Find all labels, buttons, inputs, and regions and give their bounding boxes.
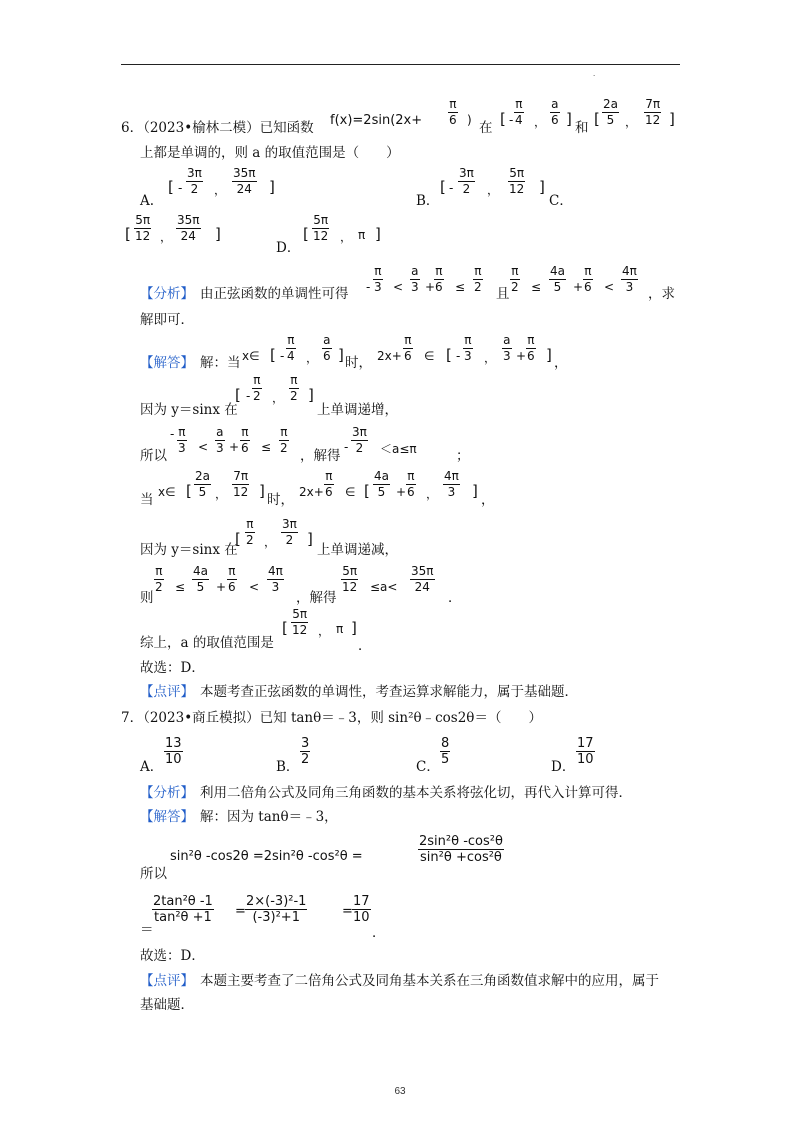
comma: ， — [272, 391, 285, 405]
in-sym: ∈ — [424, 349, 435, 363]
q6-ans-frac6: π 6 — [527, 333, 535, 363]
minus: - — [366, 280, 371, 294]
numerator: 2tan²θ -1 — [153, 894, 213, 909]
numerator: 8 — [441, 736, 450, 751]
q7-optD-frac — [576, 737, 595, 766]
plus: + — [229, 440, 240, 454]
q7-comment-tag: 【点评】 — [140, 973, 194, 989]
q6-comment-tag: 【点评】 — [140, 684, 194, 700]
minus: - — [344, 440, 349, 454]
numerator: 2×(-3)²-1 — [246, 894, 307, 909]
q6-analysis-tag: 【分析】 — [140, 286, 194, 302]
q6-inc-frac1: π 2 — [253, 373, 261, 403]
header-dot: . — [593, 70, 596, 78]
minus: - — [280, 349, 285, 363]
q6-zs-frac: 5π 12 — [292, 607, 308, 637]
bracket: ] — [539, 178, 545, 196]
q6-z-frac6: 35π 24 — [411, 564, 434, 594]
q7-option-d: D． — [551, 759, 576, 775]
denominator: sin²θ +cos²θ — [420, 850, 502, 865]
q6-answer-tag: 【解答】 — [140, 355, 194, 371]
comma: ， — [484, 351, 497, 365]
denominator: 10 — [353, 910, 370, 925]
q7-suoyi: 所以 — [140, 866, 167, 882]
q6-an-frac7: π 6 — [584, 264, 592, 294]
denominator: 5 — [606, 113, 615, 127]
q6-ans-frac4: π 3 — [464, 333, 472, 363]
q6-optC-frac2 — [176, 214, 201, 243]
q6-option-c: C． — [549, 193, 573, 209]
bracket: [ — [282, 619, 288, 637]
plus: + — [396, 485, 407, 499]
q7-option-c: C． — [416, 759, 440, 775]
period: ． — [358, 638, 372, 654]
le-a: ≤a< — [370, 580, 398, 594]
denominator: (-3)²+1 — [252, 910, 300, 925]
q7-header: 7．（2023•商丘模拟）已知 tanθ＝﹣3，则 sin²θ﹣cos2θ＝（ ） — [121, 710, 542, 726]
plus: + — [216, 580, 227, 594]
bracket: ] — [351, 619, 357, 637]
denominator: 2 — [462, 182, 471, 196]
q7-eq2-frac3 — [352, 895, 371, 924]
lt: < — [393, 280, 404, 294]
comma: ， — [306, 351, 319, 365]
bracket: [ — [235, 386, 241, 404]
numerator: 7π — [645, 97, 661, 111]
q6-header: 6．（2023•榆林二模）已知函数 — [121, 120, 314, 136]
q6-answer-text: 解：当 — [200, 355, 241, 371]
q7-eq1: sin²θ -cos2θ =2sin²θ -cos²θ = — [170, 849, 363, 864]
x-in: x∈ — [242, 349, 260, 363]
q6-an-frac3: π 6 — [435, 264, 443, 294]
le: ≤ — [261, 440, 272, 454]
q6-an-frac2: a 3 — [411, 264, 419, 294]
semicolon: ； — [456, 448, 470, 464]
q7-answer-tag: 【解答】 — [140, 809, 194, 825]
q6-z-frac5: 5π 12 — [342, 564, 358, 594]
bracket: ] — [546, 346, 552, 364]
plus: + — [573, 280, 584, 294]
bracket: ] — [308, 386, 314, 404]
q6-z-frac1: π 2 — [155, 564, 163, 594]
bracket: [ — [364, 482, 370, 500]
le: ≤ — [531, 280, 542, 294]
q6-yinwei-2: 因为 y＝sinx 在 — [140, 542, 238, 558]
plus: + — [516, 349, 527, 363]
minus: - — [170, 427, 175, 441]
q7-guxuan: 故选：D． — [140, 948, 205, 964]
denominator: 6 — [449, 113, 457, 127]
q6-inc-frac2: π 2 — [290, 373, 298, 403]
q6-fx-close: ) — [467, 113, 472, 127]
q6-yinwei-1: 因为 y＝sinx 在 — [140, 402, 238, 418]
q6-shang-zeng: 上单调递增， — [317, 402, 398, 418]
q6-optA-frac1 — [186, 167, 203, 196]
numerator: 17 — [353, 894, 370, 909]
q6-s-frac2: a 3 — [216, 425, 224, 455]
denominator: 12 — [645, 113, 661, 127]
q6-i2-frac1 — [602, 98, 619, 127]
bracket: ] — [566, 110, 572, 128]
comma: ， — [340, 230, 353, 244]
x-in: x∈ — [158, 485, 176, 499]
q7-eq1-frac — [418, 835, 504, 864]
bracket: [ — [186, 482, 192, 500]
q6-s-frac5: 3π 2 — [352, 425, 367, 455]
q7-optC-frac — [440, 737, 450, 766]
bracket: ] — [338, 346, 344, 364]
q6-dec-frac1: π 2 — [246, 517, 254, 547]
q7-optB-frac — [300, 737, 310, 766]
q7-eq2-pre: ＝ — [140, 922, 154, 938]
in-sym: ∈ — [345, 485, 356, 499]
q7-analysis-text: 利用二倍角公式及同角三角函数的基本关系将弦化切，再代入计算可得． — [200, 785, 632, 801]
q6-optA-frac2 — [232, 167, 257, 196]
q6-suoyi: 所以 — [140, 448, 167, 464]
pi: π — [358, 228, 366, 242]
numerator: 2a — [603, 97, 618, 111]
bracket: ] — [307, 530, 313, 548]
period: ． — [448, 590, 462, 606]
q6-an-frac6: 4a 5 — [550, 264, 565, 294]
bracket: [ — [235, 530, 241, 548]
q6-option-a: A. — [140, 193, 155, 209]
q6-an-frac1: π 3 — [374, 264, 382, 294]
q6-z-frac4: 4π 3 — [268, 564, 283, 594]
equals: = — [342, 904, 353, 919]
denominator: 4 — [515, 113, 523, 127]
q6-guxuan: 故选：D． — [140, 660, 205, 676]
pi: π — [336, 622, 344, 636]
denominator: 10 — [165, 752, 182, 767]
denominator: 10 — [577, 752, 594, 767]
q6-shang-jian: 上单调递减， — [317, 542, 398, 558]
q6-ans-frac5: a 3 — [503, 333, 511, 363]
bracket: [ — [125, 225, 131, 243]
comma: ， — [214, 183, 227, 197]
numerator: 3π — [187, 166, 202, 180]
numerator: 5π — [313, 213, 329, 227]
denominator: 12 — [313, 229, 329, 243]
plus: + — [425, 280, 436, 294]
period: ． — [372, 925, 386, 941]
lt: < — [198, 440, 209, 454]
numerator: 13 — [165, 736, 182, 751]
minus: - — [449, 181, 454, 195]
bracket: [ — [270, 346, 276, 364]
q6-dec-frac2: 3π 2 — [282, 517, 297, 547]
numerator: 17 — [577, 736, 594, 751]
q6-d-frac6: 4π 3 — [444, 469, 459, 499]
denominator: 12 — [135, 229, 151, 243]
numerator: 35π — [177, 213, 200, 227]
denominator: 6 — [551, 113, 559, 127]
shi: 时， — [345, 355, 372, 371]
denominator: 24 — [180, 229, 196, 243]
minus: - — [456, 349, 461, 363]
q6-optB-frac2 — [508, 167, 525, 196]
denominator: 5 — [441, 752, 450, 767]
minus: - — [246, 389, 251, 403]
q7-analysis-tag: 【分析】 — [140, 785, 194, 801]
bracket: [ — [440, 178, 446, 196]
q6-s-frac4: π 2 — [280, 425, 288, 455]
bracket: [ — [594, 110, 600, 128]
equals: = — [235, 904, 246, 919]
bracket: [ — [446, 346, 452, 364]
q6-jiede-2: ，解得 — [296, 590, 337, 606]
q7-eq2-frac1 — [152, 895, 214, 924]
expr-2x: 2x+ — [299, 485, 324, 499]
bracket: ] — [215, 225, 221, 243]
numerator: a — [551, 97, 559, 111]
q6-an-frac5: π 2 — [511, 264, 519, 294]
q6-he: 和 — [575, 120, 589, 136]
q6-d-frac3: π 6 — [325, 469, 333, 499]
bracket: [ — [303, 225, 309, 243]
q6-option-b: B． — [416, 193, 440, 209]
q6-fx: f(x)=2sin(2x+ — [330, 113, 423, 128]
numerator: 5π — [509, 166, 525, 180]
bracket: ] — [375, 225, 381, 243]
q6-comment-text: 本题考查正弦函数的单调性，考查运算求解能力，属于基础题． — [200, 684, 578, 700]
bracket: [ — [168, 178, 174, 196]
bracket: ] — [259, 482, 265, 500]
q6-i1-frac2 — [550, 98, 560, 127]
q6-s-frac1: π 3 — [178, 425, 186, 455]
denominator: 12 — [509, 182, 525, 196]
q7-optA-frac — [164, 737, 183, 766]
shi: 时， — [267, 492, 294, 508]
comma: ， — [426, 487, 439, 501]
q6-i2-frac2 — [644, 98, 661, 127]
page-number: 63 — [394, 1086, 406, 1097]
q6-an-frac4: π 2 — [474, 264, 482, 294]
q6-optD-frac1 — [312, 214, 329, 243]
numerator: π — [515, 97, 523, 111]
q6-d-frac2: 7π 12 — [233, 469, 249, 499]
q6-jiede: ，解得 — [300, 448, 341, 464]
expr-2x: 2x+ — [377, 349, 402, 363]
q6-d-frac5: π 6 — [407, 469, 415, 499]
comma: ， — [481, 492, 495, 508]
q6-ze: 则 — [140, 590, 154, 606]
denominator: 2 — [190, 182, 199, 196]
denominator: tan²θ +1 — [154, 910, 212, 925]
q6-an-frac8: 4π 3 — [622, 264, 637, 294]
header-rule — [121, 64, 680, 65]
comma: ， — [625, 115, 638, 129]
q6-ans-frac2: a 6 — [323, 333, 331, 363]
q7-comment-line2: 基础题． — [140, 997, 194, 1013]
q6-i1-frac1 — [514, 98, 524, 127]
q7-eq2-frac2 — [245, 895, 307, 924]
comma: ， — [215, 487, 228, 501]
comma: ， — [318, 624, 331, 638]
bracket: ] — [269, 178, 275, 196]
minus: - — [178, 181, 183, 195]
q6-analysis-end: ，求 — [648, 286, 675, 302]
q6-fx-frac — [448, 98, 458, 127]
q6-zongshang: 综上，a 的取值范围是 — [140, 635, 274, 651]
numerator: 3π — [459, 166, 474, 180]
q6-optC-frac1 — [134, 214, 151, 243]
q7-option-a: A． — [140, 759, 164, 775]
q6-d-frac1: 2a 5 — [195, 469, 210, 499]
q6-s-frac3: π 6 — [241, 425, 249, 455]
q6-analysis-and: 且 — [496, 286, 510, 302]
numerator: 35π — [233, 166, 256, 180]
q7-comment-text: 本题主要考查了二倍角公式及同角基本关系在三角函数值求解中的应用，属于 — [200, 973, 659, 989]
le: ≤ — [175, 580, 186, 594]
comma: ， — [160, 230, 173, 244]
q6-zai: 在 — [479, 120, 493, 136]
denominator: 24 — [236, 182, 252, 196]
q7-option-b: B． — [276, 759, 300, 775]
numerator: π — [449, 97, 457, 111]
bracket: ] — [472, 482, 478, 500]
q6-ans-frac1: π 4 — [287, 333, 295, 363]
comma: ， — [534, 115, 547, 129]
comma: ， — [554, 355, 568, 371]
bracket: ] — [669, 110, 675, 128]
bracket: [ — [500, 110, 506, 128]
denominator: 2 — [301, 752, 310, 767]
numerator: 2sin²θ -cos²θ — [419, 834, 503, 849]
q6-ans-frac3: π 6 — [404, 333, 412, 363]
lt: < — [249, 580, 260, 594]
le: ≤ — [455, 280, 466, 294]
q6-optB-frac1 — [458, 167, 475, 196]
q6-analysis-text: 由正弦函数的单调性可得 — [200, 286, 349, 302]
q6-line2: 上都是单调的，则 a 的取值范围是（ ） — [140, 145, 400, 161]
q6-dang: 当 — [140, 492, 154, 508]
q6-z-frac3: π 6 — [228, 564, 236, 594]
numerator: 5π — [135, 213, 151, 227]
q7-answer-text: 解：因为 tanθ＝﹣3， — [200, 809, 338, 825]
comma: ， — [487, 183, 500, 197]
comma: ， — [264, 535, 277, 549]
q6-option-d: D． — [276, 240, 301, 256]
a-le-pi: ＜a≤π — [380, 442, 417, 456]
lt: < — [604, 280, 615, 294]
minus: - — [509, 113, 514, 127]
q6-d-frac4: 4a 5 — [374, 469, 389, 499]
q6-z-frac2: 4a 5 — [193, 564, 208, 594]
q6-analysis-line2: 解即可． — [140, 312, 194, 328]
numerator: 3 — [301, 736, 310, 751]
